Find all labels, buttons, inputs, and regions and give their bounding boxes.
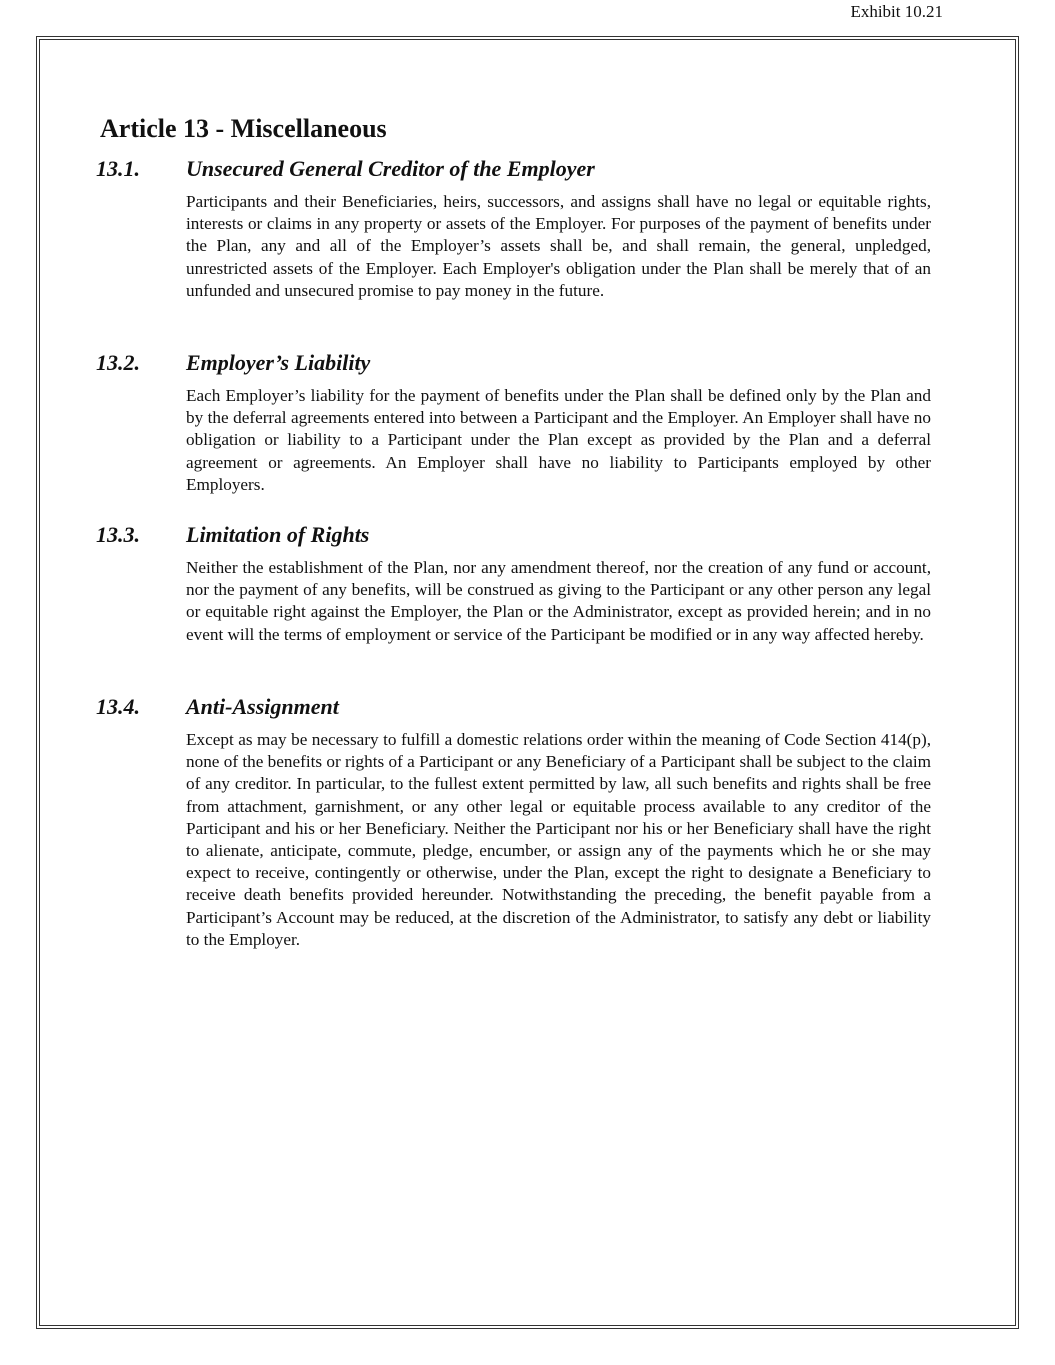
section-number: 13.2. — [96, 350, 140, 375]
section-heading — [96, 349, 931, 377]
section-heading — [96, 693, 931, 721]
section-body: Neither the establishment of the Plan, nor any amendment thereof, nor the creation of any fund or account, nor the payment of any benefits, will be construed as giving to the Participant or any other person any legal or equitable right against the Employer, the Plan or the Administrator, except as provided herein; and in no event will the terms of employment or service of the Participant be modified or in any way affected hereby. — [186, 558, 931, 644]
section-body: Participants and their Beneficiaries, heirs, successors, and assigns shall have no legal or equitable rights, interests or claims in any property or assets of the Employer. For purposes of the payment of benefits under the Plan, any and all of the Employer’s assets shall be, and shall remain, the general, unpledged, unrestricted assets of the Employer. Each Employer's obligation under the Plan shall be merely that of an unfunded and unsecured promise to pay money in the future. — [186, 192, 931, 300]
section-13-2 — [96, 349, 931, 496]
section-13-3 — [96, 521, 931, 646]
section-heading — [96, 155, 931, 183]
section-title: Limitation of Rights — [186, 522, 370, 547]
section-title: Employer’s Liability — [186, 350, 371, 375]
article-title: Article 13 - Miscellaneous — [100, 114, 387, 143]
exhibit-label: Exhibit 10.21 — [850, 2, 943, 21]
section-title: Anti-Assignment — [186, 694, 339, 719]
section-title: Unsecured General Creditor of the Employer — [186, 156, 595, 181]
section-number: 13.1. — [96, 156, 140, 181]
section-13-1 — [96, 155, 931, 302]
section-heading — [96, 521, 931, 549]
section-body: Each Employer’s liability for the payment of benefits under the Plan shall be defined only by the Plan and by the deferral agreements entered into between a Participant and the Employer. An Employer shall have no obligation or liability to a Participant under the Plan except as provided by the Plan and a deferral agreement or agreements. An Employer shall have no liability to Participants employed by other Employers. — [186, 386, 931, 494]
section-number: 13.3. — [96, 522, 140, 547]
section-number: 13.4. — [96, 694, 140, 719]
section-body: Except as may be necessary to fulfill a domestic relations order within the meaning of Code Section 414(p), none of the benefits or rights of a Participant or any Beneficiary of a Participant shall be subject to the claim of any creditor. In particular, to the fullest extent permitted by law, all such benefits and rights shall be free from attachment, garnishment, or any other legal or equitable process available to any creditor of the Participant and his or her Beneficiary. Neither the Participant nor his or her Beneficiary shall have the right to alienate, anticipate, commute, pledge, encumber, or assign any of the payments which he or she may expect to receive, contingently or otherwise, under the Plan, except the right to designate a Beneficiary to receive death benefits provided hereunder. Notwithstanding the preceding, the benefit payable from a Participant’s Account may be reduced, at the discretion of the Administrator, to satisfy any debt or liability to the Employer. — [186, 730, 931, 949]
section-13-4 — [96, 693, 931, 951]
